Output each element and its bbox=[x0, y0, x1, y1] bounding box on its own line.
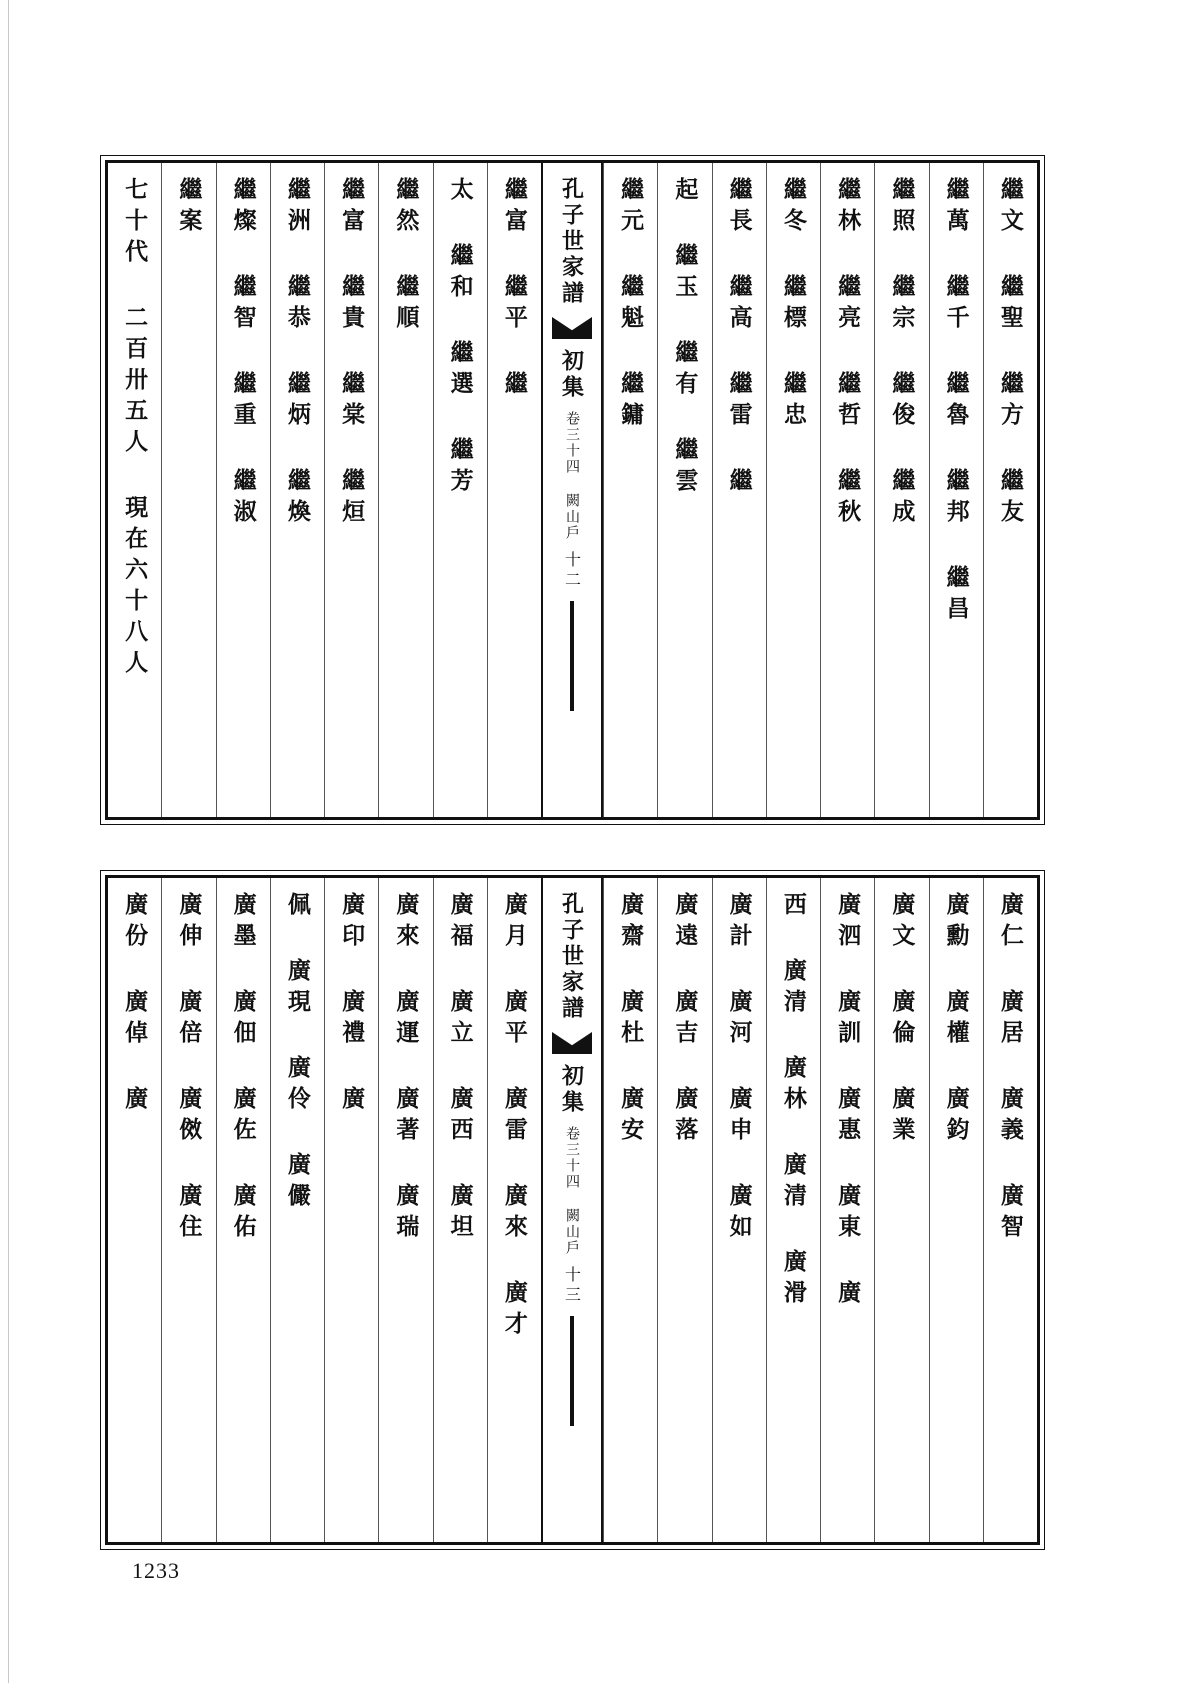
volume-label: 初集 bbox=[558, 349, 585, 401]
scan-margin-line bbox=[8, 0, 9, 1683]
text-column bbox=[820, 878, 874, 1542]
column-text: 廣泗 廣訓 廣惠 廣東 廣 bbox=[834, 892, 862, 1311]
column-text: 繼文 繼聖 繼方 繼友 bbox=[996, 177, 1024, 530]
column-text: 廣計 廣河 廣申 廣如 bbox=[725, 892, 753, 1245]
column-group bbox=[108, 163, 1037, 817]
column-text: 繼林 繼亮 繼哲 繼秋 bbox=[834, 177, 862, 530]
fish-tail-mark bbox=[552, 1032, 592, 1054]
text-column bbox=[270, 163, 324, 817]
column-text: 廣伸 廣倍 廣傚 廣住 bbox=[175, 892, 203, 1245]
column-text: 繼照 繼宗 繼俊 繼成 bbox=[888, 177, 916, 530]
column-text: 廣福 廣立 廣西 廣坦 bbox=[446, 892, 474, 1245]
genealogy-page-bottom bbox=[105, 875, 1040, 1545]
text-column bbox=[657, 163, 711, 817]
column-text: 佩 廣現 廣伶 廣儼 bbox=[283, 892, 311, 1214]
text-column bbox=[874, 163, 928, 817]
column-text: 廣份 廣倬 廣 bbox=[121, 892, 149, 1117]
column-text: 太 繼和 繼選 繼芳 bbox=[446, 177, 474, 499]
spine-block bbox=[552, 892, 592, 1542]
text-column bbox=[983, 878, 1037, 1542]
column-text: 廣勳 廣權 廣鈞 bbox=[942, 892, 970, 1148]
column-text: 廣月 廣平 廣雷 廣來 廣才 bbox=[500, 892, 528, 1342]
book-title: 孔子世家譜 bbox=[558, 177, 585, 307]
text-column bbox=[378, 878, 432, 1542]
column-text: 繼元 繼魁 繼鏞 bbox=[617, 177, 645, 433]
leaf-number: 十二 bbox=[562, 551, 582, 591]
column-text: 繼案 bbox=[175, 177, 203, 239]
text-column bbox=[487, 878, 541, 1542]
column-text: 繼洲 繼恭 繼炳 繼煥 bbox=[283, 177, 311, 530]
text-column bbox=[433, 878, 487, 1542]
text-column bbox=[487, 163, 541, 817]
text-column bbox=[324, 878, 378, 1542]
spine-rule bbox=[570, 601, 574, 711]
text-column bbox=[766, 163, 820, 817]
text-column bbox=[820, 163, 874, 817]
text-column bbox=[216, 163, 270, 817]
text-column bbox=[766, 878, 820, 1542]
column-text: 廣來 廣運 廣著 廣瑞 bbox=[392, 892, 420, 1245]
column-text: 繼燦 繼智 繼重 繼淑 bbox=[229, 177, 257, 530]
column-text: 廣印 廣禮 廣 bbox=[338, 892, 366, 1117]
page-number: 1233 bbox=[132, 1558, 180, 1583]
text-column bbox=[657, 878, 711, 1542]
column-text: 西 廣清 廣林 廣清 廣滑 bbox=[779, 892, 807, 1311]
volume-label: 初集 bbox=[558, 1064, 585, 1116]
text-column bbox=[108, 878, 161, 1542]
column-text: 廣齋 廣杜 廣安 bbox=[617, 892, 645, 1148]
text-column bbox=[712, 878, 766, 1542]
text-column bbox=[929, 878, 983, 1542]
text-column bbox=[874, 878, 928, 1542]
column-text: 繼長 繼高 繼雷 繼 bbox=[725, 177, 753, 499]
spine-block bbox=[552, 177, 592, 817]
column-text: 繼然 繼順 bbox=[392, 177, 420, 336]
column-text: 繼萬 繼千 繼魯 繼邦 繼昌 bbox=[942, 177, 970, 627]
fish-tail-mark bbox=[552, 317, 592, 339]
generation-summary: 七十代 二百卅五人 現在六十八人 bbox=[121, 177, 149, 681]
text-column bbox=[603, 163, 657, 817]
text-column bbox=[603, 878, 657, 1542]
leaf-number: 十三 bbox=[562, 1266, 582, 1306]
column-text: 廣墨 廣佃 廣佐 廣佑 bbox=[229, 892, 257, 1245]
spine-rule bbox=[570, 1316, 574, 1426]
page-spine bbox=[541, 163, 603, 817]
column-group bbox=[108, 878, 1037, 1542]
column-text: 繼富 繼平 繼 bbox=[500, 177, 528, 402]
chapter-label: 卷三十四 闕山戶 bbox=[564, 1126, 580, 1256]
book-title: 孔子世家譜 bbox=[558, 892, 585, 1022]
text-column bbox=[929, 163, 983, 817]
text-column bbox=[433, 163, 487, 817]
column-text: 廣遠 廣吉 廣落 bbox=[671, 892, 699, 1148]
text-column bbox=[983, 163, 1037, 817]
text-column bbox=[712, 163, 766, 817]
page-spine bbox=[541, 878, 603, 1542]
text-column bbox=[378, 163, 432, 817]
text-column bbox=[161, 878, 215, 1542]
column-text: 起 繼玉 繼有 繼雲 bbox=[671, 177, 699, 499]
text-column bbox=[108, 163, 161, 817]
text-column bbox=[216, 878, 270, 1542]
column-text: 繼富 繼貴 繼棠 繼烜 bbox=[338, 177, 366, 530]
chapter-label: 卷三十四 闕山戶 bbox=[564, 411, 580, 541]
text-column bbox=[161, 163, 215, 817]
text-column bbox=[270, 878, 324, 1542]
column-text: 廣仁 廣居 廣義 廣智 bbox=[996, 892, 1024, 1245]
column-text: 廣文 廣倫 廣業 bbox=[888, 892, 916, 1148]
column-text: 繼冬 繼標 繼忠 bbox=[779, 177, 807, 433]
text-column bbox=[324, 163, 378, 817]
genealogy-page-top bbox=[105, 160, 1040, 820]
